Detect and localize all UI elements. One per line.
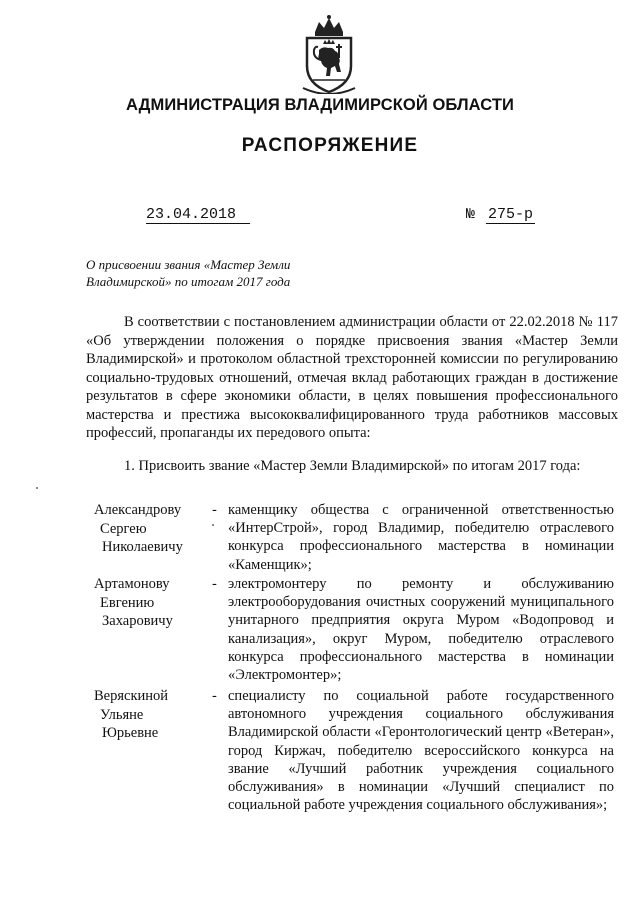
recipient-surname: Александрову	[94, 502, 182, 518]
recipient-first-name: Сергею	[100, 520, 147, 537]
recipient-surname: Артамонову	[94, 576, 170, 592]
organization-title: АДМИНИСТРАЦИЯ ВЛАДИМИРСКОЙ ОБЛАСТИ	[126, 96, 514, 114]
document-date: 23.04.2018	[146, 207, 250, 224]
scan-speck	[36, 487, 38, 489]
recipient-name	[94, 575, 214, 631]
recipient-description: каменщику общества с ограниченной ответственностью «ИнтерСтрой», город Владимир, победителю отраслевого конкурса профессионального мастерства в номинации «Каменщик»;	[228, 502, 614, 573]
recipient-dash: -	[212, 502, 217, 518]
subject-line-1: О присвоении звания «Мастер Земли	[86, 257, 291, 272]
recipient-description: специалисту по социальной работе государственного автономного учреждения социального обслуживания Владимирской области «Геронтологический центр «Ветеран», город Киржач, победителю всероссийского конкурса на звание «Лучший работник учреждения социального обслуживания» в номинации «Лучший специалист по социальной работе учреждения социального обслуживания»;	[228, 688, 614, 814]
preamble-paragraph: В соответствии с постановлением администрации области от 22.02.2018 № 117 «Об утверждении положения о порядке присвоения звания «Мастер Земли Владимирской» и протоколом областной трехсторонней комиссии по регулированию социально-трудовых отношений, отмечая вклад работающих граждан в достижение результатов в сфере экономики области, в целях повышения профессионального мастерства и престижа высококвалифицированного труда работников массовых профессий, пропаганды их передового опыта:	[86, 314, 618, 441]
recipient-patronymic: Юрьевне	[102, 725, 159, 741]
recipient-description: электромонтеру по ремонту и обслуживанию электрооборудования очистных сооружений муниципального унитарного предприятия округа Муром «Водопровод и канализация», округ Муром, победителю отраслевого конкурса профессионального мастерства в номинации «Электромонтер»;	[228, 576, 614, 684]
recipient-first-name: Евгению	[100, 594, 155, 611]
coat-of-arms-icon	[297, 14, 361, 94]
item-1-text: 1. Присвоить звание «Мастер Земли Владимирской» по итогам 2017 года:	[124, 458, 581, 474]
scan-speck	[212, 524, 214, 526]
recipient-patronymic: Захаровичу	[102, 613, 173, 629]
subject-line-2: Владимирской» по итогам 2017 года	[86, 274, 291, 289]
document-subject	[86, 256, 346, 290]
recipient-first-name: Ульяне	[100, 706, 144, 723]
document-number: 275-р	[488, 206, 534, 223]
number-label: №	[466, 206, 476, 223]
recipient-surname: Веряскиной	[94, 688, 169, 704]
recipient-patronymic: Николаевичу	[102, 539, 183, 555]
document-type-title: РАСПОРЯЖЕНИЕ	[241, 135, 419, 156]
recipient-name	[94, 501, 214, 557]
recipient-dash: -	[212, 688, 217, 704]
recipient-dash: -	[212, 576, 217, 592]
recipient-name	[94, 687, 214, 743]
